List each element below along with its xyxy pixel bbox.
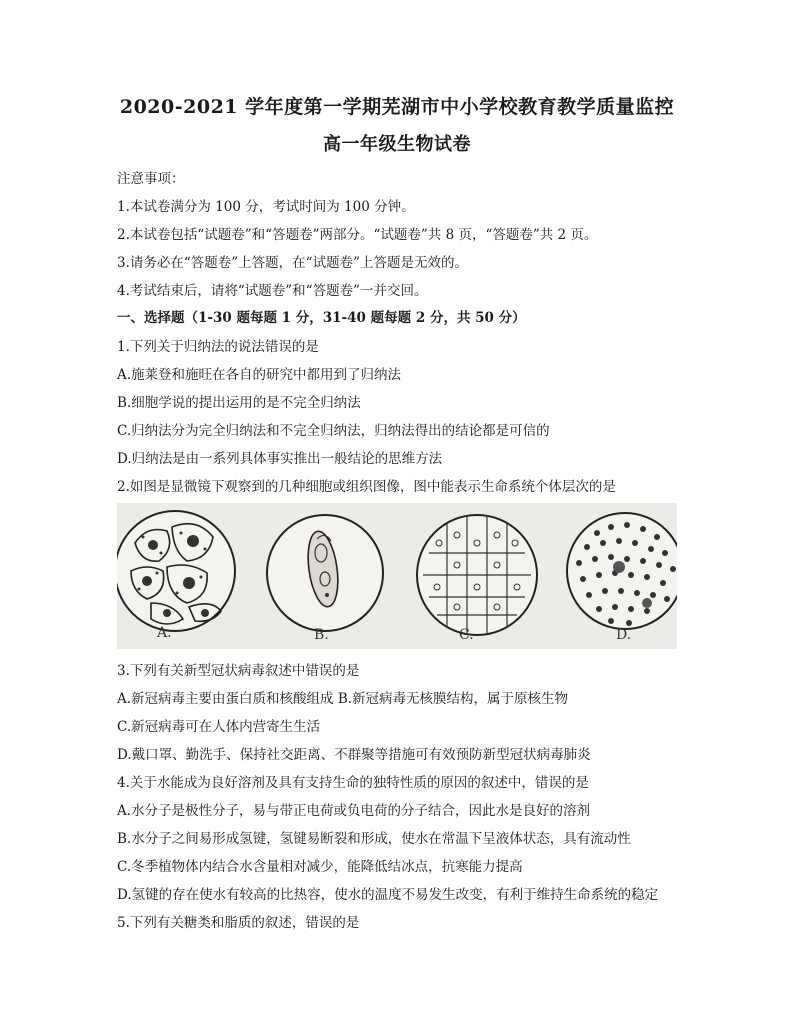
question-option: A.水分子是极性分子，易与带正电荷或负电荷的分子结合，因此水是良好的溶剂 [117, 803, 591, 819]
question-option: C.新冠病毒可在人体内营寄生生活 [117, 719, 321, 735]
note-item: 1.本试卷满分为 100 分，考试时间为 100 分钟。 [117, 199, 415, 215]
question-option: C.冬季植物体内结合水含量相对减少，能降低结冰点，抗寒能力提高 [117, 859, 523, 875]
figure-a-cells [117, 511, 235, 631]
figure-label-a: A. [157, 625, 172, 641]
exam-subtitle: 高一年级生物试卷 [323, 134, 471, 155]
question-option: D.戴口罩、勤洗手、保持社交距离、不群聚等措施可有效预防新型冠状病毒肺炎 [117, 747, 591, 763]
question-option: A.施莱登和施旺在各自的研究中都用到了归纳法 [117, 367, 402, 383]
section-heading: 一、选择题（1-30 题每题 1 分，31-40 题每题 2 分，共 50 分） [117, 310, 526, 326]
figure-c-plant-tissue [417, 515, 537, 635]
note-item: 3.请务必在“答题卷”上答题，在“试题卷”上答题是无效的。 [117, 255, 468, 271]
microscope-figure [117, 503, 677, 649]
question-option: D.归纳法是由一系列具体事实推出一般结论的思维方法 [117, 451, 443, 467]
figure-b-single-cell [267, 515, 383, 631]
question-stem: 3.下列有关新型冠状病毒叙述中错误的是 [117, 663, 360, 679]
note-item: 2.本试卷包括“试题卷”和“答题卷”两部分。“试题卷”共 8 页，“答题卷”共 2 页。 [117, 227, 598, 243]
question-stem: 4.关于水能成为良好溶剂及具有支持生命的独特性质的原因的叙述中，错误的是 [117, 775, 589, 791]
figure-d-blood-cells [567, 513, 677, 629]
question-option: B.细胞学说的提出运用的是不完全归纳法 [117, 395, 361, 411]
question-option: D.氢键的存在使水有较高的比热容，使水的温度不易发生改变，有利于维持生命系统的稳定 [117, 887, 659, 903]
question-stem: 2.如图是显微镜下观察到的几种细胞或组织图像，图中能表示生命系统个体层次的是 [117, 479, 616, 495]
notes-heading: 注意事项： [117, 171, 185, 187]
question-stem: 1.下列关于归纳法的说法错误的是 [117, 339, 319, 355]
exam-title: 2020-2021 学年度第一学期芜湖市中小学校教育教学质量监控 [119, 96, 675, 118]
figure-label-d: D. [616, 627, 632, 643]
question-option: A.新冠病毒主要由蛋白质和核酸组成 B.新冠病毒无核膜结构，属于原核生物 [117, 691, 569, 707]
question-option: C.归纳法分为完全归纳法和不完全归纳法，归纳法得出的结论都是可信的 [117, 423, 550, 439]
question-option: B.水分子之间易形成氢键，氢键易断裂和形成，使水在常温下呈液体状态，具有流动性 [117, 831, 631, 847]
figure-label-b: B. [314, 627, 329, 643]
microscope-images-illustration [117, 503, 677, 649]
figure-label-c: C. [459, 627, 474, 643]
note-item: 4.考试结束后，请将“试题卷”和“答题卷”一并交回。 [117, 283, 428, 299]
question-stem: 5.下列有关糖类和脂质的叙述，错误的是 [117, 915, 360, 931]
